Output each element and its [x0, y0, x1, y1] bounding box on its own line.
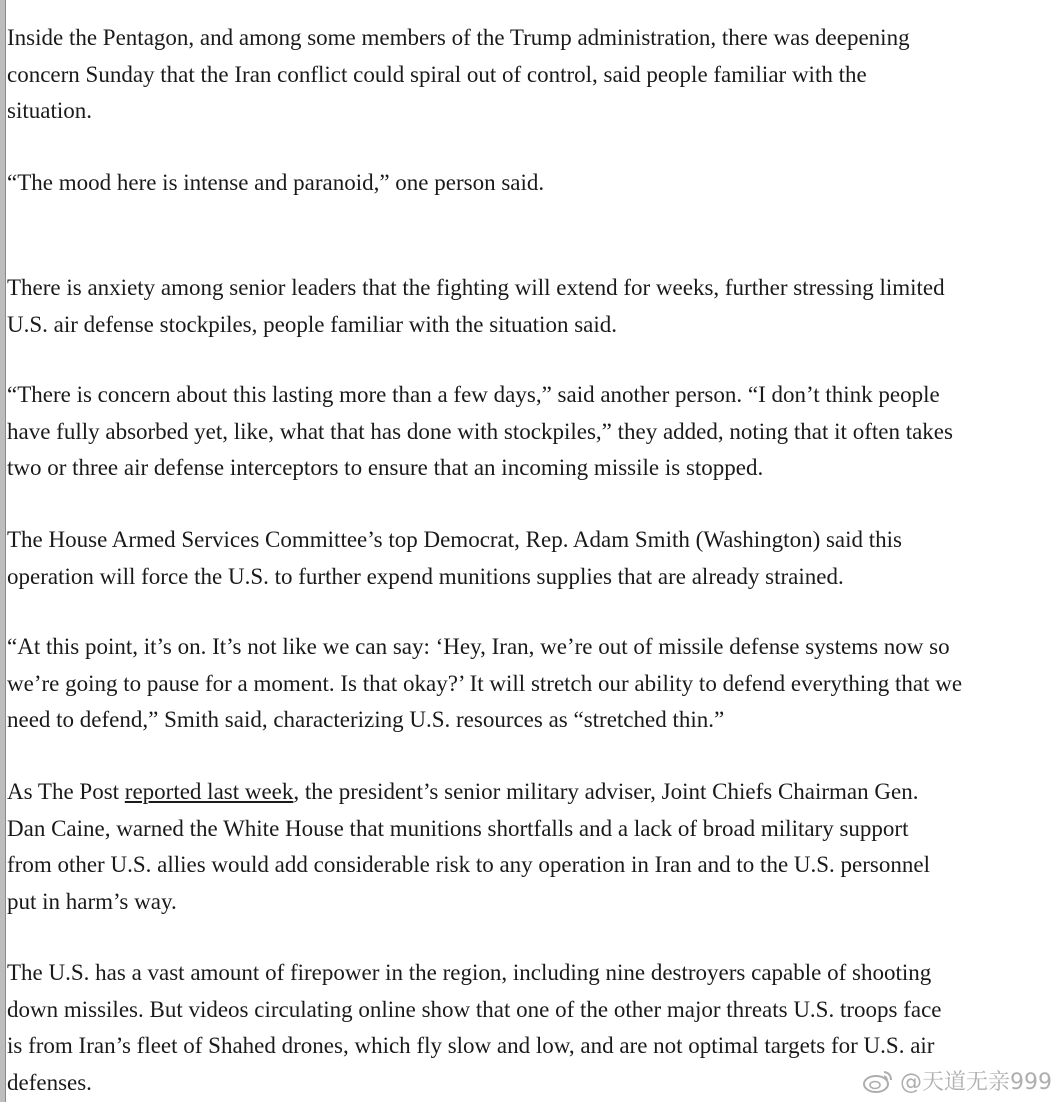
text-line	[7, 774, 930, 811]
text-line: “At this point, it’s on. It’s not like we can say: ‘Hey, Iran, we’re out of missile defense systems now so	[7, 634, 950, 659]
text-line: two or three air defense interceptors to ensure that an incoming missile is stopped.	[7, 455, 764, 480]
paragraph-7	[7, 774, 930, 920]
text-line: down missiles. But videos circulating online show that one of the other major threats U.S. troops face	[7, 996, 942, 1022]
paragraph-5	[7, 522, 902, 595]
text-line: “There is concern about this lasting more than a few days,” said another person. “I don’t think people	[7, 382, 940, 407]
text-line: Inside the Pentagon, and among some members of the Trump administration, there was deepening	[7, 25, 910, 50]
watermark-text: @天道无亲999	[900, 1070, 1052, 1095]
text-line: The U.S. has a vast amount of firepower in the region, including nine destroyers capable of shooting	[7, 960, 932, 985]
paragraph-1	[7, 20, 910, 130]
paragraph-8	[7, 955, 942, 1101]
text-line: from other U.S. allies would add considerable risk to any operation in Iran and to the U.S. personnel	[7, 852, 930, 877]
text-line: U.S. air defense stockpiles, people familiar with the situation said.	[7, 311, 617, 337]
paragraph-4	[7, 377, 953, 487]
text-line: we’re going to pause for a moment. Is that okay?’ It will stretch our ability to defend everything that we	[7, 670, 963, 696]
text-segment: As The Post	[7, 779, 125, 804]
paragraph-6	[7, 629, 962, 739]
text-line: Dan Caine, warned the White House that munitions shortfalls and a lack of broad military support	[7, 815, 909, 841]
text-line: defenses.	[7, 1069, 92, 1095]
text-line: operation will force the U.S. to further expend munitions supplies that are already strained.	[7, 563, 844, 589]
text-line: have fully absorbed yet, like, what that has done with stockpiles,” they added, noting that it often takes	[7, 418, 953, 444]
text-line: “The mood here is intense and paranoid,” one person said.	[7, 170, 545, 195]
watermark	[862, 1065, 1052, 1096]
text-line: put in harm’s way.	[7, 888, 177, 914]
text-line: need to defend,” Smith said, characterizing U.S. resources as “stretched thin.”	[7, 707, 725, 732]
text-line: concern Sunday that the Iran conflict could spiral out of control, said people familiar with the	[7, 61, 867, 87]
text-segment: , the president’s senior military adviser, Joint Chiefs Chairman Gen.	[293, 779, 919, 804]
reported-last-week-link[interactable]: reported last week	[124, 779, 294, 804]
left-border	[0, 0, 6, 1102]
text-line: There is anxiety among senior leaders that the fighting will extend for weeks, further stressing limited	[7, 275, 945, 300]
paragraph-2	[7, 165, 544, 202]
weibo-logo-icon	[862, 1068, 894, 1094]
text-line: is from Iran’s fleet of Shahed drones, which fly slow and low, and are not optimal targets for U.S. air	[7, 1033, 935, 1058]
text-line: The House Armed Services Committee’s top Democrat, Rep. Adam Smith (Washington) said this	[7, 527, 903, 552]
paragraph-3	[7, 270, 945, 343]
text-line: situation.	[7, 98, 92, 123]
